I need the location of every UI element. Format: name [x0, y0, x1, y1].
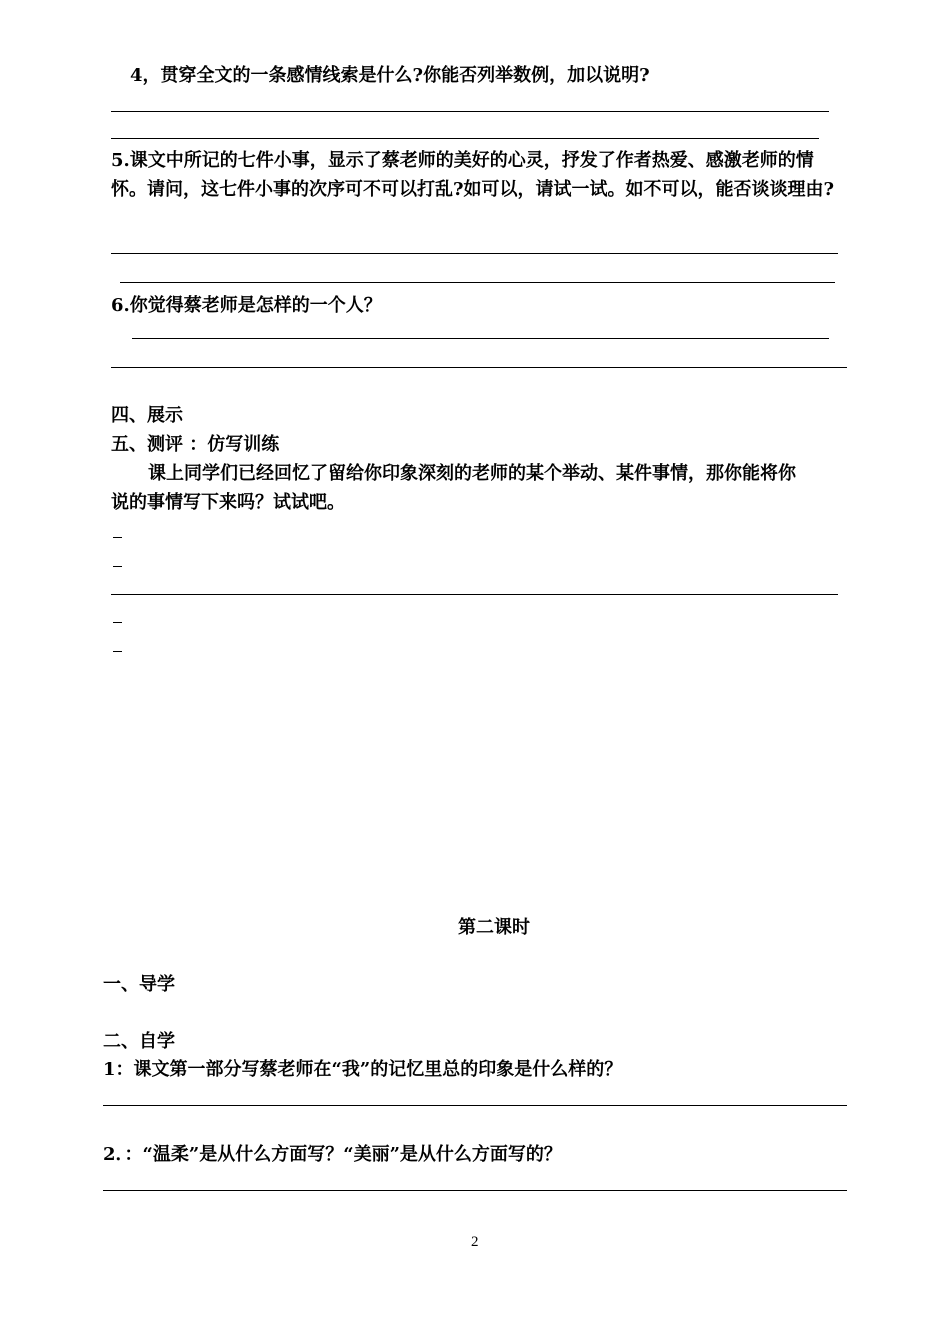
writing-line-stub [113, 622, 122, 623]
writing-line-stub [113, 651, 122, 652]
section-5-heading: 五、测评 ：仿写训练 [111, 434, 280, 455]
question-5-line-1: 5.课文中所记的七件小事，显示了蔡老师的美好的心灵，抒发了作者热爱、感激老师的情 [111, 150, 814, 171]
answer-line [132, 338, 829, 339]
answer-line [111, 253, 838, 254]
writing-line-stub [113, 566, 122, 567]
answer-line [120, 282, 835, 283]
writing-line-stub [113, 537, 122, 538]
question-5-line-2: 怀。请问，这七件小事的次序可不可以打乱?如可以，请试一试。如不可以，能否谈谈理由? [111, 179, 835, 200]
answer-line [111, 138, 819, 139]
task-text-line-2: 说的事情写下来吗？试试吧。 [111, 492, 345, 513]
lesson-2-question-1: 1：课文第一部分写蔡老师在“我”的记忆里总的印象是什么样的？ [103, 1059, 623, 1080]
question-4: 4，贯穿全文的一条感情线索是什么?你能否列举数例，加以说明? [130, 65, 650, 86]
task-text-line-1: 课上同学们已经回忆了留给你印象深刻的老师的某个举动、某件事情，那你能将你 [148, 463, 796, 484]
answer-line [103, 1190, 847, 1191]
lesson-2-section-2: 二、自学 [103, 1031, 175, 1052]
lesson-2-question-2: 2．：“温柔”是从什么方面写？“美丽”是从什么方面写的？ [103, 1144, 562, 1165]
page-number: 2 [471, 1234, 479, 1250]
answer-line [111, 367, 847, 368]
writing-line [111, 594, 838, 595]
lesson-2-title: 第二课时 [458, 917, 530, 938]
answer-line [103, 1105, 847, 1106]
answer-line [111, 111, 829, 112]
lesson-2-section-1: 一、导学 [103, 974, 175, 995]
question-6: 6.你觉得蔡老师是怎样的一个人？ [111, 295, 382, 316]
section-4-heading: 四、展示 [111, 405, 183, 426]
